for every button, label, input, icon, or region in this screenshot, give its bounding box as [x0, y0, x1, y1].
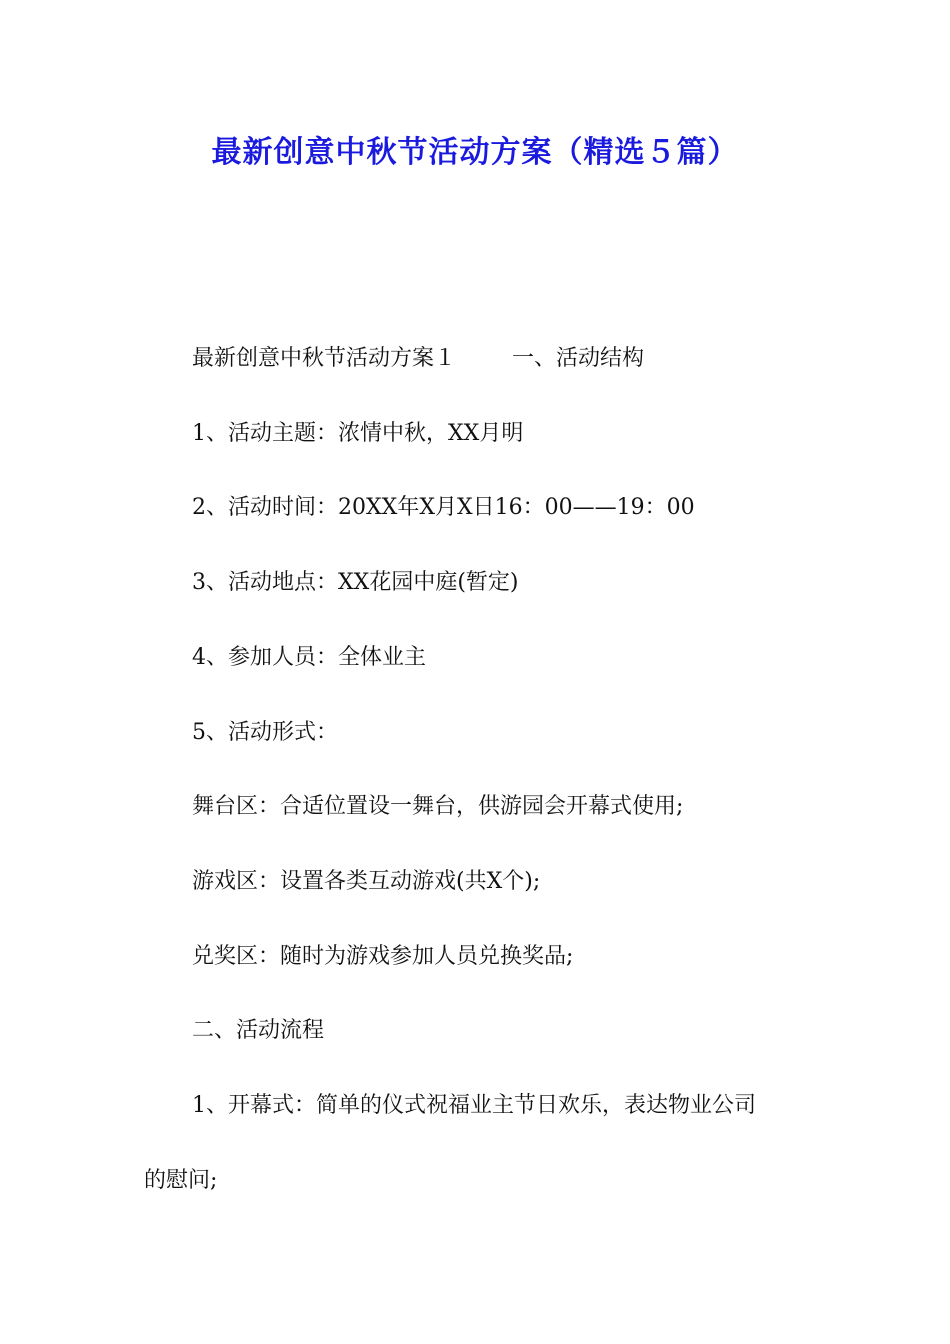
stage-area-line: 舞台区：合适位置设一舞台，供游园会开幕式使用; [192, 794, 684, 819]
opening-ceremony-line: 1、开幕式：简单的仪式祝福业主节日欢乐，表达物业公司 [192, 1093, 756, 1118]
opening-ceremony-continuation: 的慰问; [144, 1168, 218, 1193]
participants-line: 4、参加人员：全体业主 [192, 645, 426, 670]
activity-theme-line: 1、活动主题：浓情中秋，XX月明 [192, 421, 524, 446]
activity-location-line: 3、活动地点：XX花园中庭(暂定) [192, 570, 519, 595]
activity-time-line: 2、活动时间：20XX年X月X日16：00——19：00 [192, 495, 695, 520]
document-title: 最新创意中秋节活动方案（精选５篇） [211, 135, 739, 170]
prize-area-line: 兑奖区：随时为游戏参加人员兑换奖品; [192, 944, 574, 969]
section-heading-row [192, 342, 644, 376]
activity-format-line: 5、活动形式： [192, 720, 338, 745]
part-one-heading: 一、活动结构 [512, 346, 645, 371]
part-two-heading: 二、活动流程 [192, 1018, 325, 1043]
game-area-line: 游戏区：设置各类互动游戏(共X个); [192, 869, 541, 894]
section-heading: 最新创意中秋节活动方案１ [192, 346, 457, 371]
